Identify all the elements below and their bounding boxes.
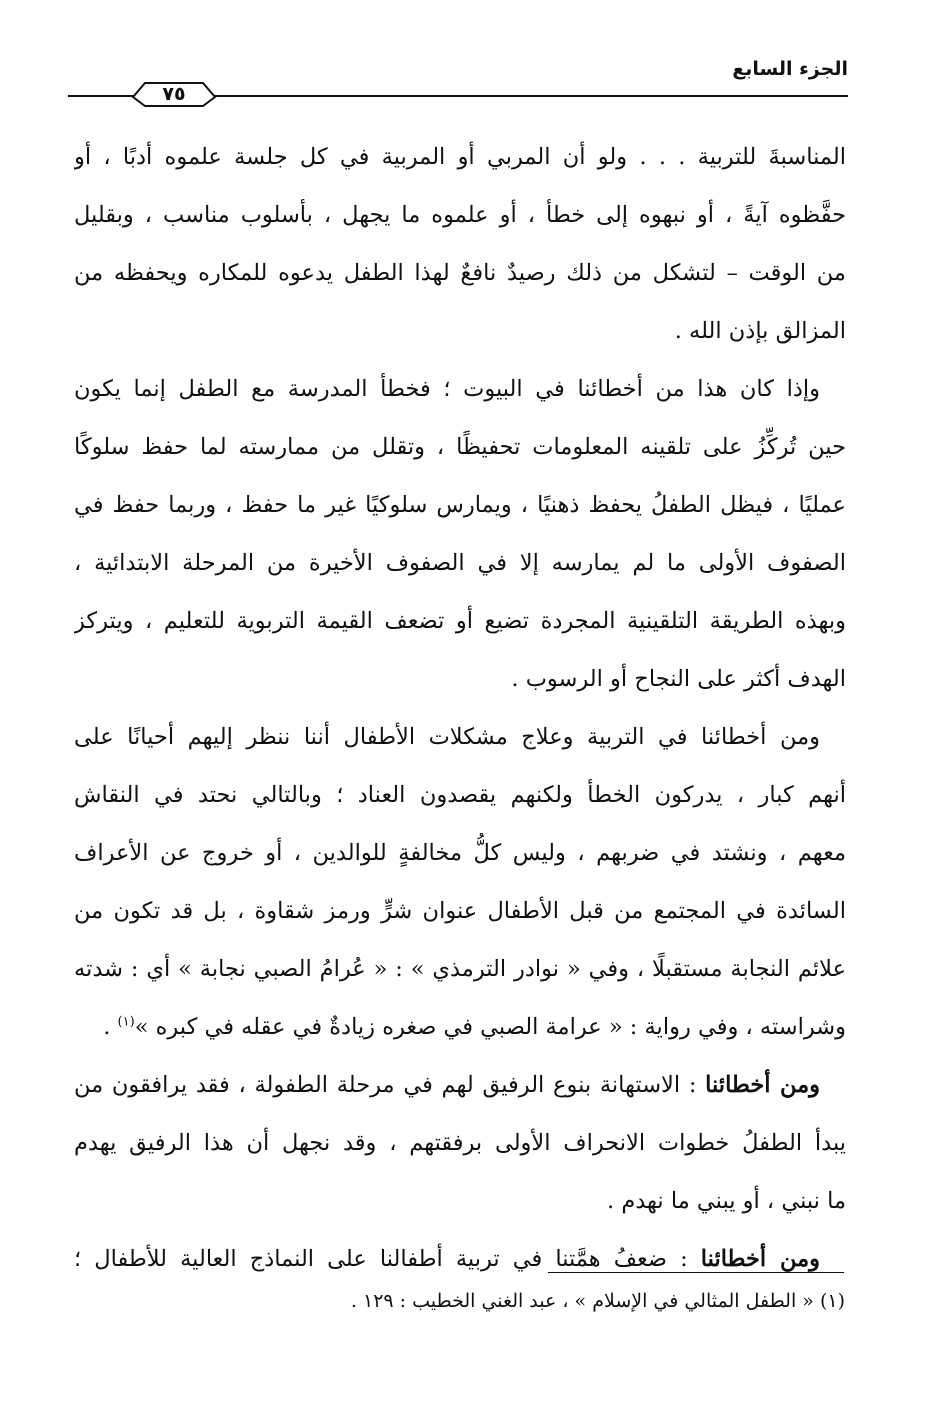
text-line	[74, 998, 846, 1056]
text-line: الصفوف الأولى ما لم يمارسه إلا في الصفوف الأخيرة من المرحلة الابتدائية ،	[74, 550, 846, 576]
text-line	[74, 1056, 846, 1114]
footnote-rule	[548, 1272, 844, 1273]
footnote: (١) « الطفل المثالي في الإسلام » ، عبد الغني الخطيب : ١٢٩ .	[350, 1290, 845, 1312]
text-line: يبدأ الطفلُ خطوات الانحراف الأولى برفقتهم ، وقد نجهل أن هذا الرفيق يهدم	[74, 1130, 846, 1156]
paragraph-lead: ومن أخطائنا	[705, 1072, 820, 1098]
running-header	[68, 52, 848, 112]
text-line: حين تُركِّزُ على تلقينه المعلومات تحفيظًا ، وتقلل من ممارسته لما حفظ سلوكًا	[74, 434, 846, 460]
text-line-content: : الاستهانة بنوع الرفيق لهم في مرحلة الطفولة ، فقد يرافقون من	[74, 1072, 706, 1098]
text-line: ومن أخطائنا في التربية وعلاج مشكلات الأطفال أننا ننظر إليهم أحيانًا على	[74, 724, 820, 750]
text-line	[74, 1230, 846, 1288]
body-text	[74, 128, 846, 1288]
footnote-reference: (١)	[117, 1014, 135, 1030]
text-line: أنهم كبار ، يدركون الخطأ ولكنهم يقصدون العناد ؛ وبالتالي نحتد في النقاش	[74, 782, 846, 808]
text-line: المناسبةَ للتربية . . . ولو أن المربي أو المربية في كل جلسة علموه أدبًا ، أو	[74, 144, 846, 170]
text-line: حفَّظوه آيةً ، أو نبهوه إلى خطأ ، أو علموه ما يجهل ، بأسلوب مناسب ، وبقليل	[74, 202, 846, 228]
text-line: وإذا كان هذا من أخطائنا في البيوت ؛ فخطأ المدرسة مع الطفل إنما يكون	[74, 376, 820, 402]
page-number: ٧٥	[162, 83, 186, 105]
text-line-content: وشراسته ، وفي رواية : « عرامة الصبي في صغره زيادةٌ في عقله في كبره »	[134, 1014, 846, 1040]
text-line: من الوقت – لتشكل من ذلك رصيدٌ نافعٌ لهذا الطفل يدعوه للمكاره ويحفظه من	[74, 260, 846, 286]
text-line: ما نبني ، أو يبني ما نهدم .	[607, 1188, 846, 1214]
text-line: عمليًا ، فيظل الطفلُ يحفظ ذهنيًا ، ويمارس سلوكيًا غير ما حفظ ، وربما حفظ في	[74, 492, 846, 518]
chapter-title: الجزء السابع	[732, 58, 848, 80]
text-line-content: : ضعفُ همَّتنا في تربية أطفالنا على النماذج العالية للأطفال ؛	[74, 1246, 701, 1272]
text-line: وبهذه الطريقة التلقينية المجردة تضيع أو تضعف القيمة التربوية للتعليم ، ويتركز	[74, 608, 846, 634]
paragraph-lead: ومن أخطائنا	[700, 1246, 821, 1272]
text-line: علائم النجابة مستقبلًا ، وفي « نوادر الترمذي » : « عُرامُ الصبي نجابة » أي : شدته	[74, 956, 846, 982]
text-line: الهدف أكثر على النجاح أو الرسوب .	[511, 666, 846, 692]
page-number-badge	[131, 80, 217, 108]
text-line: السائدة في المجتمع من قبل الأطفال عنوان شرٍّ ورمز شقاوة ، بل قد تكون من	[74, 898, 846, 924]
text-line-tail: .	[103, 1014, 118, 1040]
text-line: المزالق بإذن الله .	[674, 318, 846, 344]
text-line: معهم ، ونشتد في ضربهم ، وليس كلُّ مخالفةٍ للوالدين ، أو خروج عن الأعراف	[74, 840, 846, 866]
